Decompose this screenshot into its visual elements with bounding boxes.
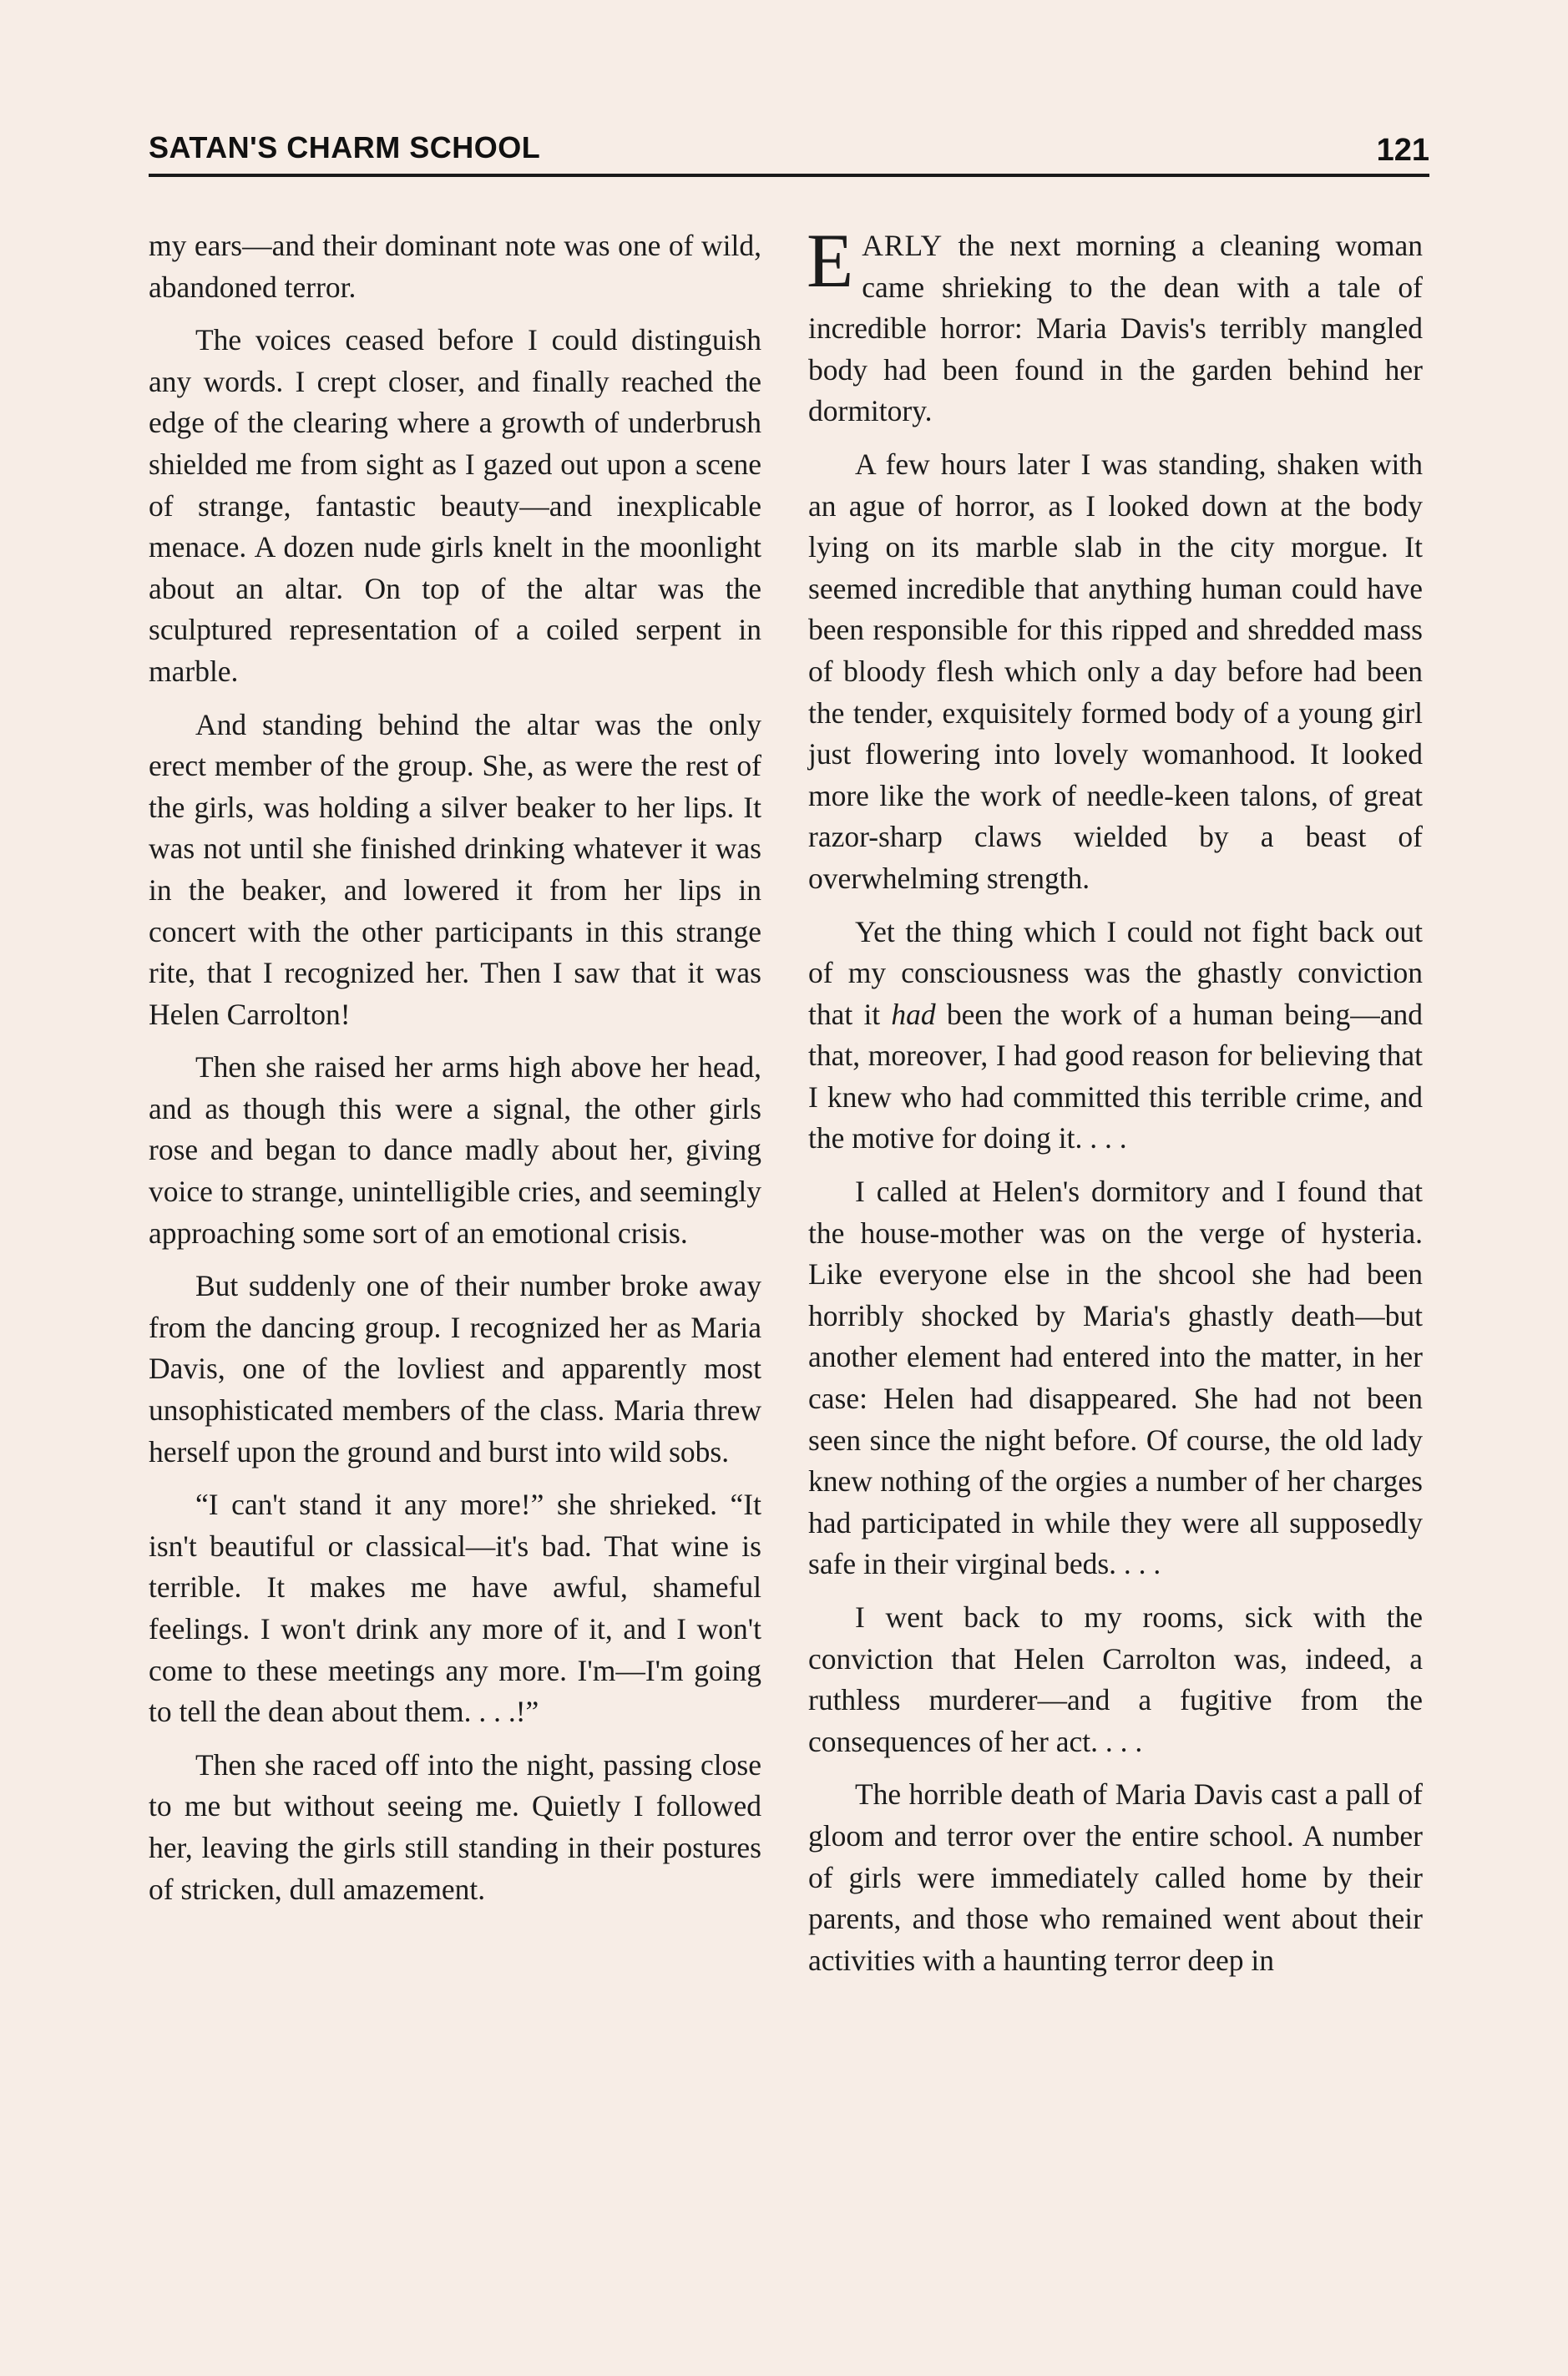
- paragraph-text: been the work of a human being—and that, moreover, I had good reason for believing that I knew who had committed this terrible crime, and the motive for doing it. . . .: [808, 997, 1423, 1155]
- page-number: 121: [1376, 133, 1429, 168]
- paragraph: [808, 912, 1423, 1160]
- right-column: [807, 218, 1423, 1981]
- paragraph: The voices ceased before I could distinguish any words. I crept closer, and finally reached the edge of the clearing where a growth of underbrush shielded me from sight as I gazed out upon a scene of strange, fantastic beauty—and inexplicable menace. A dozen nude girls knelt in the moonlight about an altar. On top of the altar was the sculptured representation of a coiled serpent in marble.: [149, 323, 761, 688]
- paragraph: But suddenly one of their number broke away from the dancing group. I recognized her as Maria Davis, one of the lovliest and apparently most unsophisticated members of the class. Maria threw herself upon the ground and burst into wild sobs.: [149, 1269, 761, 1469]
- paragraph: Then she raced off into the night, passing close to me but without seeing me. Quietly I followed her, leaving the girls still standing in their postures of stricken, dull amazement.: [149, 1747, 761, 1906]
- lead-in-word: ARLY: [862, 229, 943, 262]
- paragraph: A few hours later I was standing, shaken with an ague of horror, as I looked down at the body lying on its marble slab in the city morgue. It seemed incredible that anything human could have been responsible for this ripped and shredded mass of bloody flesh which only a day before had been the tender, exquisitely formed body of a young girl just flowering into lovely womanhood. It looked more like the work of needle-keen talons, of great razor-sharp claws wielded by a beast of overwhelming strength.: [808, 447, 1423, 895]
- paragraph: And standing behind the altar was the only erect member of the group. She, as were the rest of the girls, was holding a silver beaker to her lips. It was not until she finished drinking whatever it was in the beaker, and lowered it from her lips in concert with the other participants in this strange rite, that I recognized her. Then I saw that it was Helen Carrolton!: [149, 707, 761, 1031]
- paragraph: I called at Helen's dormitory and I found that the house-mother was on the verge of hysteria. Like everyone else in the shcool she had been horribly shocked by Maria's ghastly death—but another element had entered into the matter, in her case: Helen had disappeared. She had not been seen since the night before. Of course, the old lady knew nothing of the orgies a number of her charges had participated in while they were all supposedly safe in their virginal beds. . . .: [808, 1175, 1423, 1581]
- paragraph: my ears—and their dominant note was one of wild, abandoned terror.: [149, 229, 761, 304]
- paragraph-text: the next morning a cleaning woman came shrieking to the dean with a tale of incredible horror: Maria Davis's terribly mangled body had been found in the garden behind her dormitory.: [808, 229, 1423, 428]
- left-column: [149, 225, 761, 1910]
- opening-paragraph: [807, 218, 1423, 432]
- paragraph: Then she raised her arms high above her head, and as though this were a signal, the other girls rose and began to dance madly about her, giving voice to strange, unintelligible cries, and seemingly approaching some sort of an emotional crisis.: [149, 1050, 761, 1250]
- paragraph: The horrible death of Maria Davis cast a pall of gloom and terror over the entire school. A number of girls were immediately called home by their parents, and those who remained went about their activities with a haunting terror deep in: [808, 1777, 1423, 1977]
- paragraph-text: Yet the thing which I could not fight back out of my consciousness was the ghastly conviction that it: [808, 914, 1423, 1031]
- paragraph: “I can't stand it any more!” she shrieked. “It isn't beautiful or classical—it's bad. That wine is terrible. It makes me have awful, shameful feelings. I won't drink any more of it, and I won't come to these meetings any more. I'm—I'm going to tell the dean about them. . . .!”: [149, 1488, 761, 1729]
- paragraph: I went back to my rooms, sick with the conviction that Helen Carrolton was, indeed, a ruthless murderer—and a fugitive from the consequences of her act. . . .: [808, 1600, 1423, 1758]
- running-head-title: SATAN'S CHARM SCHOOL: [149, 130, 541, 164]
- running-head: [149, 125, 1429, 175]
- emphasis-text: had: [891, 997, 936, 1031]
- header-rule: [149, 174, 1429, 177]
- drop-cap: E: [807, 218, 854, 303]
